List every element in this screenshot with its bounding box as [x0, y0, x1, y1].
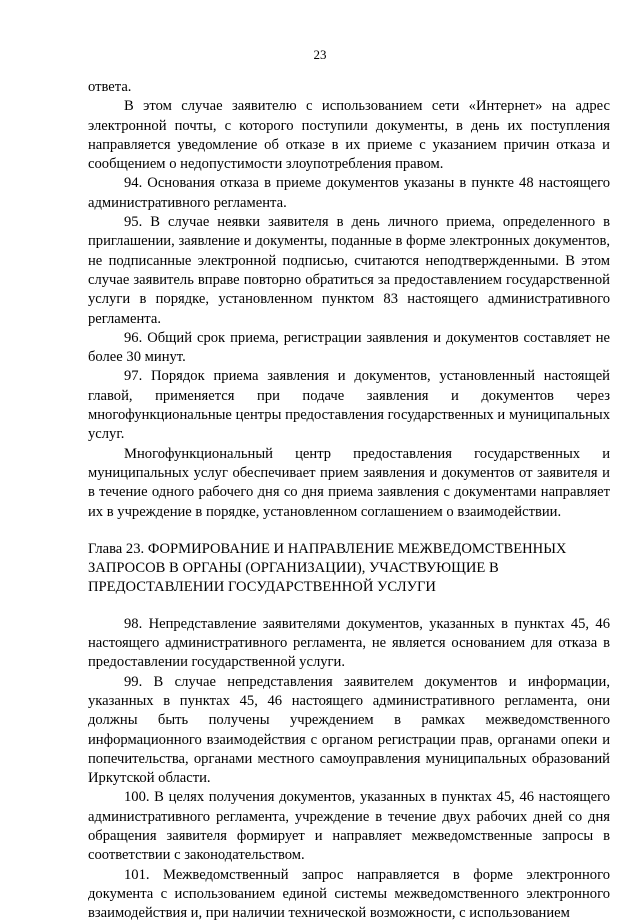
paragraph-item-96: 96. Общий срок приема, регистрации заявления и документов составляет не более 30 минут.: [88, 329, 610, 366]
page-number: 23: [313, 47, 327, 62]
paragraph-item-97: 97. Порядок приема заявления и документов, установленный настоящей главой, применяется при подаче заявления и документов через многофункциональные центры предоставления государственных и муниципальных услуг.: [88, 368, 610, 443]
paragraph: Многофункциональный центр предоставления государственных и муниципальных услуг обеспечивает прием заявления и документов от заявителя и в течение одного рабочего дня со дня приема заявления с документами направляет их в учреждение в порядке, установленном соглашением о взаимодействии.: [88, 445, 610, 520]
paragraph-item-101: 101. Межведомственный запрос направляется в форме электронного документа с использованием единой системы межведомственного электронного взаимодействия и, при наличии технической возможности, с использованием: [88, 866, 610, 922]
paragraph-item-94: 94. Основания отказа в приеме документов указаны в пункте 48 настоящего административного регламента.: [88, 175, 610, 211]
paragraph: В этом случае заявителю с использованием сети «Интернет» на адрес электронной почты, с которого поступили документы, в день их поступления направляется уведомление об отказе в их приеме с указанием причин отказа и сообщением о недопустимости злоупотребления правом.: [88, 98, 610, 173]
chapter-heading: [88, 540, 610, 598]
paragraph-item-98: 98. Непредставление заявителями документов, указанных в пунктах 45, 46 настоящего административного регламента, не является основанием для отказа в предоставлении государственной услуги.: [88, 615, 610, 671]
paragraph-item-95: 95. В случае неявки заявителя в день личного приема, определенного в приглашении, заявление и документы, поданные в форме электронных документов, не подписанные электронной подписью, считаются неподтвержденными. В этом случае заявитель вправе повторно обратиться за предоставлением государственной услуги в порядке, установленном пунктом 83 настоящего административного регламента.: [88, 214, 610, 327]
paragraph-item-100: 100. В целях получения документов, указанных в пунктах 45, 46 настоящего административного регламента, учреждение в течение двух рабочих дней со дня обращения заявителя формирует и направляет межведомственные запросы в соответствии с законодательством.: [88, 789, 610, 864]
chapter-heading-line: ЗАПРОСОВ В ОРГАНЫ (ОРГАНИЗАЦИИ), УЧАСТВУЮЩИЕ В: [88, 560, 499, 577]
chapter-heading-line: Глава 23. ФОРМИРОВАНИЕ И НАПРАВЛЕНИЕ МЕЖВЕДОМСТВЕННЫХ: [88, 540, 567, 557]
document-body: [88, 78, 610, 923]
paragraph-item-99: 99. В случае непредставления заявителем документов и информации, указанных в пунктах 45, 46 настоящего административного регламента, они должны быть получены учреждением в рамках межведомственного информационного взаимодействия с органом регистрации прав, органами опеки и попечительства, органами местного самоуправления муниципальных образований Иркутской области.: [88, 673, 610, 787]
paragraph: ответа.: [88, 79, 132, 95]
chapter-heading-line: ПРЕДОСТАВЛЕНИИ ГОСУДАРСТВЕННОЙ УСЛУГИ: [88, 579, 436, 596]
